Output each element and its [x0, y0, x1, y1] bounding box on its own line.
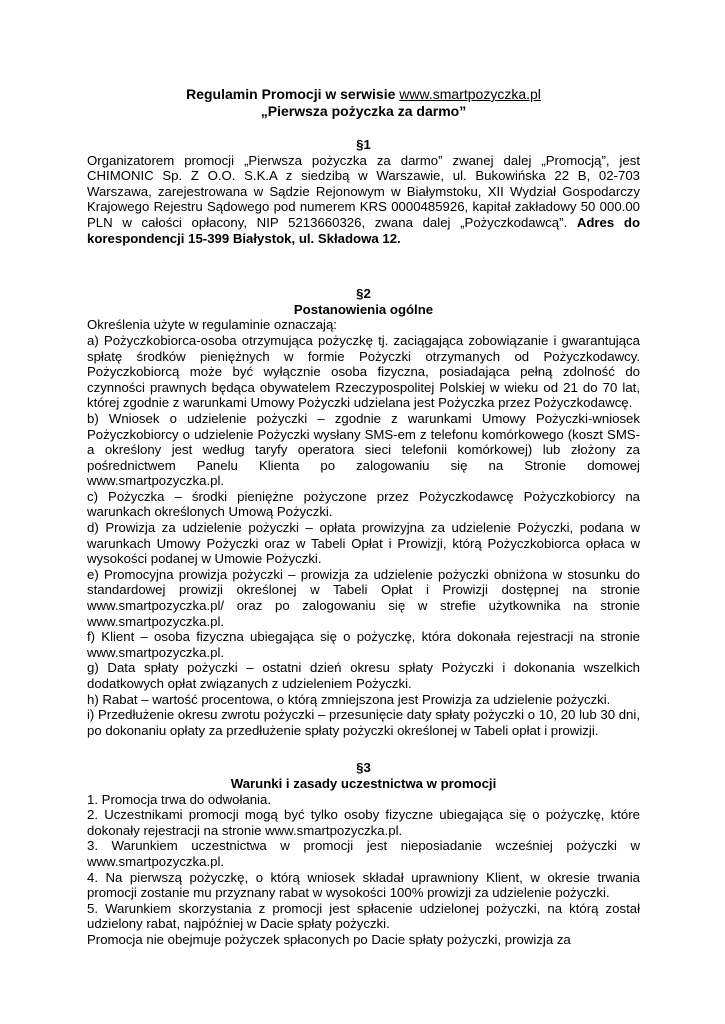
document-page [87, 86, 640, 948]
section-3-subheading: Warunki i zasady uczestnictwa w promocji [230, 775, 497, 791]
promotion-name: „Pierwsza pożyczka za darmo” [260, 103, 467, 119]
section-1-text [87, 153, 640, 247]
definition-item: g) Data spłaty pożyczki – ostatni dzień okresu spłaty Pożyczki i dokonania wszelkich dodatkowych opłat związanych z udzieleniem Pożyczki. [87, 660, 640, 691]
section-2-subheading: Postanowienia ogólne [293, 301, 434, 317]
definition-item: d) Prowizja za udzielenie pożyczki – opłata prowizyjna za udzielenie Pożyczki, podana w warunkach Umowy Pożyczki oraz w Tabeli Opłat i Prowizji, którą Pożyczkobiorca opłaca w wysokości podanej w Umowie Pożyczki. [87, 520, 640, 567]
title-url-link[interactable]: www.smartpozyczka.pl [399, 86, 541, 102]
rule-item: 3. Warunkiem uczestnictwa w promocji jest nieposiadanie wcześniej pożyczki w www.smartpozyczka.pl. [87, 838, 640, 869]
section-1-heading: §1 [356, 137, 371, 152]
section-3-heading: §3 [356, 760, 371, 776]
definition-item: f) Klient – osoba fizyczna ubiegająca się o pożyczkę, która dokonała rejestracji na stronie www.smartpozyczka.pl. [87, 629, 640, 660]
section-2-heading: §2 [356, 286, 371, 302]
rule-item: Promocja nie obejmuje pożyczek spłaconych po Dacie spłaty pożyczki, prowizja za [87, 931, 571, 947]
document-title [87, 86, 640, 103]
rule-item: 1. Promocja trwa do odwołania. [87, 791, 271, 807]
definition-item: c) Pożyczka – środki pieniężne pożyczone przez Pożyczkodawcę Pożyczkobiorcy na warunkach określonych Umową Pożyczki. [87, 488, 640, 520]
definition-item: i) Przedłużenie okresu zwrotu pożyczki – przesunięcie daty spłaty pożyczki o 10, 20 lub 30 dni, po dokonaniu opłaty za przedłużenie spłaty pożyczki określonej w Tabeli opłat i prowizji. [87, 707, 640, 738]
correspondence-address: Adres do korespondencji 15-399 Białystok, ul. Składowa 12. [87, 214, 640, 246]
section-2-intro: Określenia użyte w regulaminie oznaczają: [87, 317, 337, 333]
rule-item: 5. Warunkiem skorzystania z promocji jest spłacenie udzielonej pożyczki, na którą został udzielony rabat, najpóźniej w Dacie spłaty pożyczki. [87, 900, 640, 932]
organizer-text: Organizatorem promocji „Pierwsza pożyczka za darmo” zwanej dalej „Promocją”, jest CHIMONIC Sp. Z O.O. S.K.A z siedzibą w Warszawie, ul. Bukowińska 22 B, 02-703 Warszawa, zarejestrowana w Sądzie Rejonowym w Białymstoku, XII Wydział Gospodarczy Krajowego Rejestru Sądowego pod numerem KRS 0000485926, kapitał zakładowy 50 000.00 PLN w całości opłacony, NIP 5213660326, zwana dalej „Pożyczkodawcą”. [87, 152, 640, 230]
title-prefix: Regulamin Promocji w serwisie [186, 86, 400, 102]
rule-item: 2. Uczestnikami promocji mogą być tylko osoby fizyczne ubiegająca się o pożyczkę, które dokonały rejestracji na stronie www.smartpozyczka.pl. [87, 807, 640, 838]
definition-item: a) Pożyczkobiorca-osoba otrzymująca pożyczkę tj. zaciągająca zobowiązanie i gwarantująca spłatę środków pieniężnych w formie Pożyczki otrzymanych od Pożyczkodawcy. Pożyczkobiorcą może być wyłącznie osoba fizyczna, posiadająca pełną zdolność do czynności prawnych będąca obywatelem Rzeczypospolitej Polskiej w wieku od 21 do 70 lat, której zgodnie z warunkami Umowy Pożyczki udzielana jest Pożyczka przez Pożyczkodawcę. [87, 332, 640, 411]
definition-item: b) Wniosek o udzielenie pożyczki – zgodnie z warunkami Umowy Pożyczki-wniosek Pożyczkobiorcy o udzielenie Pożyczki wysłany SMS-em z telefonu komórkowego (koszt SMS-a określony jest według taryfy operatora sieci telefonii komórkowej) lub złożony za pośrednictwem Panelu Klienta po zalogowaniu się na Stronie domowej www.smartpozyczka.pl. [87, 410, 640, 489]
definition-item: h) Rabat – wartość procentowa, o którą zmniejszona jest Prowizja za udzielenie pożyczki. [87, 691, 611, 707]
rule-item: 4. Na pierwszą pożyczkę, o którą wniosek składał uprawniony Klient, w okresie trwania promocji zostanie mu przyznany rabat w wysokości 100% prowizji za udzielenie pożyczki. [87, 869, 640, 901]
definition-item: e) Promocyjna prowizja pożyczki – prowizja za udzielenie pożyczki obniżona w stosunku do standardowej prowizji określonej w Tabeli Opłat i Prowizji dostępnej na stronie www.smartpozyczka.pl/ oraz po zalogowaniu się w strefie użytkownika na stronie www.smartpozyczka.pl. [87, 566, 640, 629]
